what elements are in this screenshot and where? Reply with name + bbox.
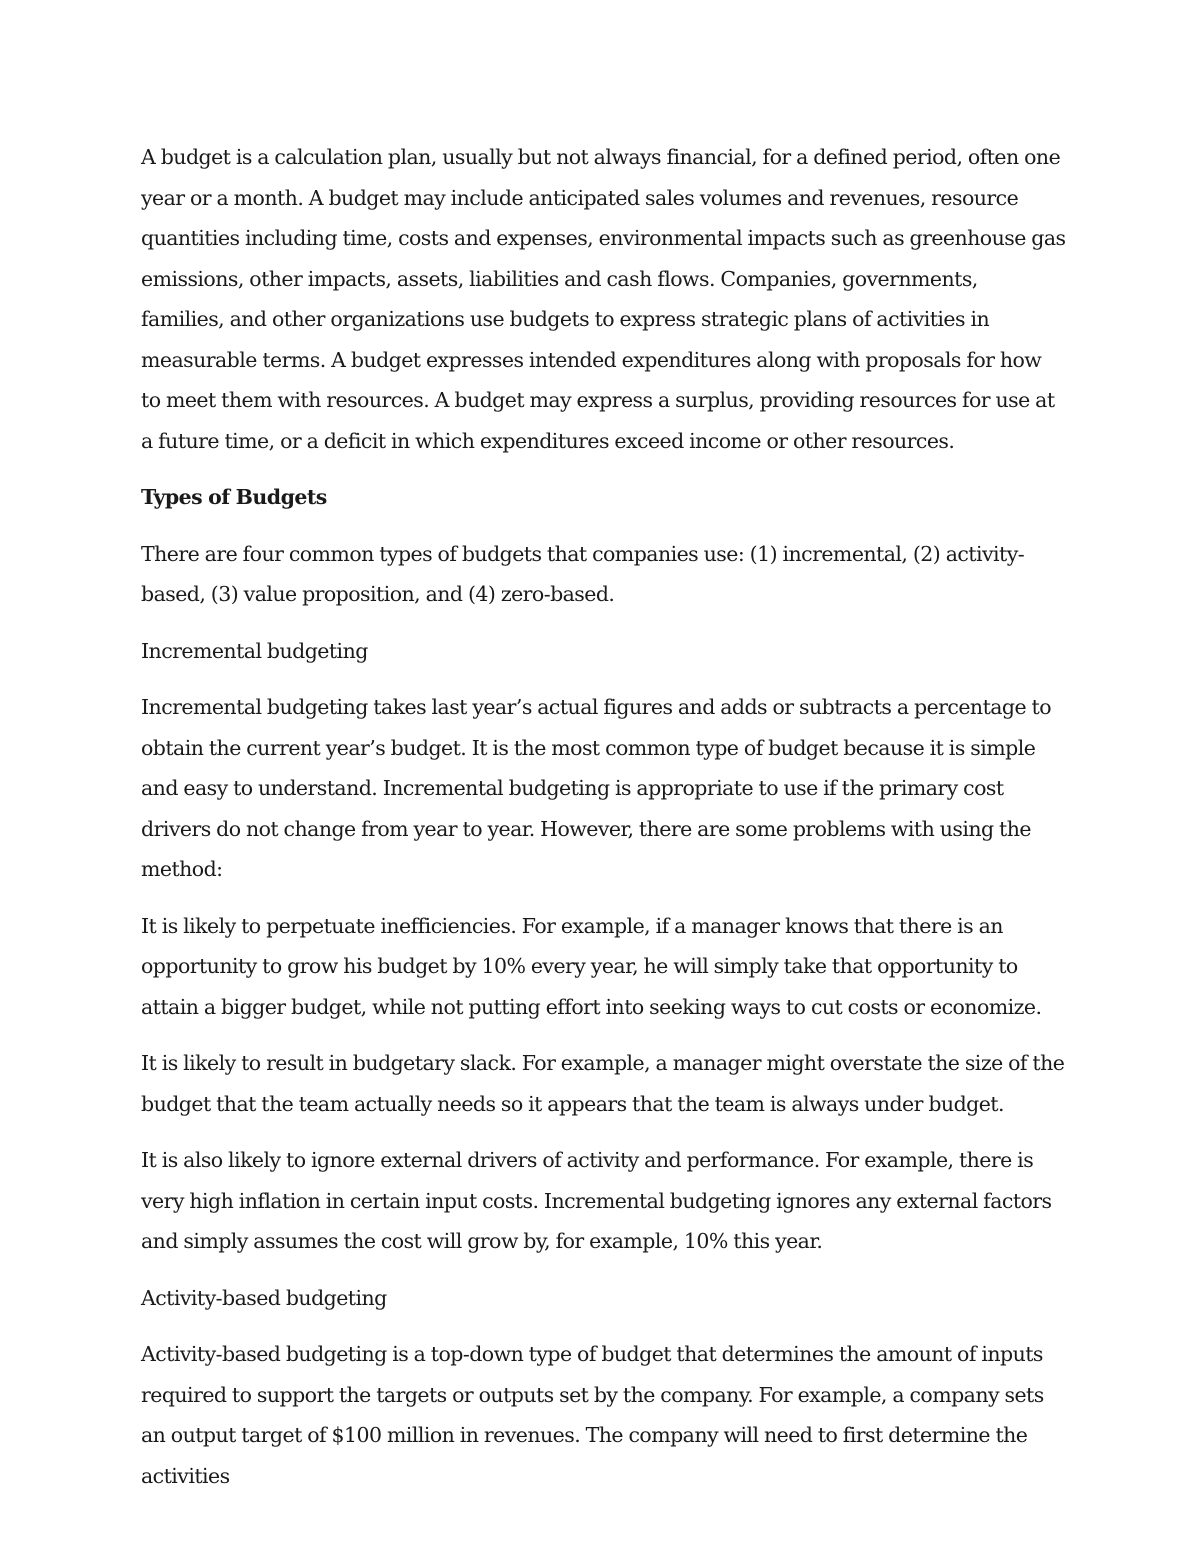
document-body bbox=[141, 137, 1066, 1512]
inefficiencies-paragraph: It is likely to perpetuate inefficiencies. For example, if a manager knows that there is an opportunity to grow his budget by 10% every year, he will simply take that opportunity to attain a bigger budget, while not putting effort into seeking ways to cut costs or economize. bbox=[141, 913, 1042, 1019]
incremental-budgeting-heading: Incremental budgeting bbox=[141, 638, 368, 663]
incremental-budgeting-paragraph: Incremental budgeting takes last year’s actual figures and adds or subtracts a percentage to obtain the current year’s budget. It is the most common type of budget because it is simple and easy to understand. Incremental budgeting is appropriate to use if the primary cost drivers do not change from year to year. However, there are some problems with using the method: bbox=[141, 695, 1052, 881]
types-of-budgets-heading: Types of Budgets bbox=[141, 485, 327, 509]
activity-based-budgeting-heading: Activity-based budgeting bbox=[141, 1285, 387, 1310]
budgetary-slack-paragraph: It is likely to result in budgetary slack. For example, a manager might overstate the size of the budget that the team actually needs so it appears that the team is always under budget. bbox=[141, 1051, 1065, 1116]
external-drivers-paragraph: It is also likely to ignore external drivers of activity and performance. For example, there is very high inflation in certain input costs. Incremental budgeting ignores any external factors and simply assumes the cost will grow by, for example, 10% this year. bbox=[141, 1148, 1052, 1253]
types-intro-paragraph: There are four common types of budgets that companies use: (1) incremental, (2) activity-based, (3) value proposition, and (4) zero-based. bbox=[141, 541, 1025, 606]
intro-paragraph: A budget is a calculation plan, usually but not always financial, for a defined period, often one year or a month. A budget may include anticipated sales volumes and revenues, resource quantities including time, costs and expenses, environmental impacts such as greenhouse gas emissions, other impacts, assets, liabilities and cash flows. Companies, governments, families, and other organizations use budgets to express strategic plans of activities in measurable terms. A budget expresses intended expenditures along with proposals for how to meet them with resources. A budget may express a surplus, providing resources for use at a future time, or a deficit in which expenditures exceed income or other resources. bbox=[141, 145, 1066, 453]
activity-based-budgeting-paragraph: Activity-based budgeting is a top-down type of budget that determines the amount of inputs required to support the targets or outputs set by the company. For example, a company sets an output target of $100 million in revenues. The company will need to first determine the activities bbox=[141, 1342, 1044, 1488]
